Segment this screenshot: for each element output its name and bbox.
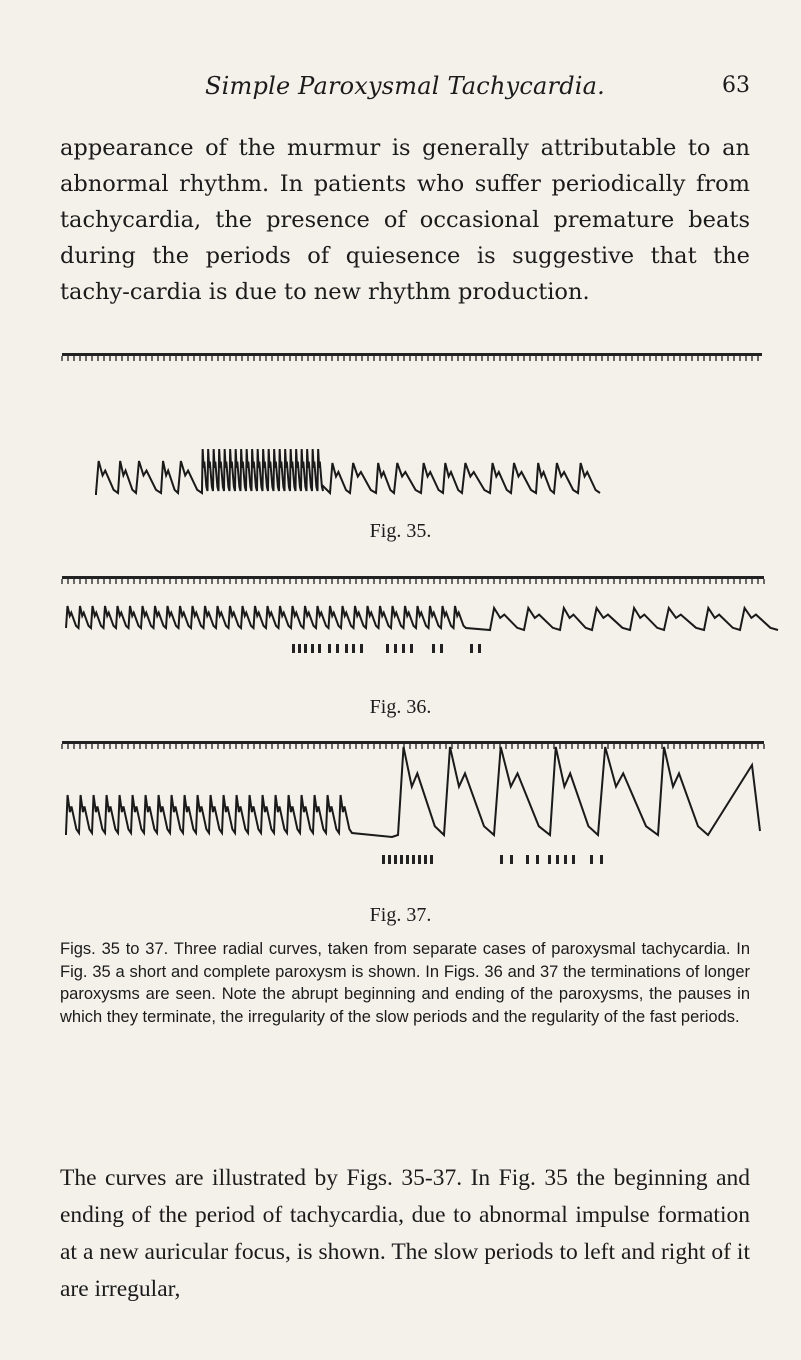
- signal-mark: [410, 644, 413, 653]
- signal-mark: [352, 644, 355, 653]
- running-title: Simple Paroxysmal Tachycardia.: [205, 72, 605, 100]
- fig-35-label: Fig. 35.: [369, 520, 432, 542]
- fig-37-label: Fig. 37.: [369, 904, 432, 926]
- signal-mark: [590, 855, 593, 864]
- fig-36-time-ticks: [62, 579, 764, 584]
- fig-36-pulse-line: [66, 606, 778, 630]
- signal-mark: [406, 855, 409, 864]
- signal-mark: [500, 855, 503, 864]
- fig-37-tracing: [0, 735, 801, 900]
- fig-36-label: Fig. 36.: [369, 696, 432, 718]
- fig-37-pulse-line: [66, 747, 760, 837]
- signal-mark: [418, 855, 421, 864]
- signal-mark: [478, 644, 481, 653]
- signal-mark: [304, 644, 307, 653]
- page-number: 63: [722, 73, 750, 98]
- fig-36-pulse-curve: [0, 570, 801, 680]
- signal-mark: [412, 855, 415, 864]
- signal-mark: [400, 855, 403, 864]
- signal-mark: [318, 644, 321, 653]
- fig-35-pulse-line: [96, 449, 600, 495]
- signal-mark: [440, 644, 443, 653]
- fig-36-tracing: [0, 570, 801, 680]
- signal-mark: [388, 855, 391, 864]
- fig-36-signal-marks: [292, 644, 481, 653]
- signal-mark: [328, 644, 331, 653]
- signal-mark: [430, 855, 433, 864]
- signal-mark: [298, 644, 301, 653]
- signal-mark: [600, 855, 603, 864]
- fig-37-time-ticks: [62, 744, 764, 749]
- signal-mark: [382, 855, 385, 864]
- signal-mark: [394, 855, 397, 864]
- signal-mark: [548, 855, 551, 864]
- signal-mark: [556, 855, 559, 864]
- body-paragraph-2: The curves are illustrated by Figs. 35-37. In Fig. 35 the beginning and ending of the period of tachycardia, due to abnormal impulse formation at a new auricular focus, is shown. The slow periods to left and right of it are irregular,: [60, 1165, 750, 1302]
- signal-mark: [345, 644, 348, 653]
- signal-mark: [402, 644, 405, 653]
- signal-mark: [336, 644, 339, 653]
- signal-mark: [386, 644, 389, 653]
- fig-35-time-ticks: [62, 356, 758, 361]
- signal-mark: [311, 644, 314, 653]
- running-header: [60, 72, 750, 106]
- figure-caption: Figs. 35 to 37. Three radial curves, taken from separate cases of paroxysmal tachycardia. In Fig. 35 a short and complete paroxysm is shown. In Figs. 36 and 37 the terminations of longer paroxysms are seen. Note the abrupt beginning and ending of the paroxysms, the pauses in which they terminate, the irregularity of the slow periods and the regularity of the fast periods.: [60, 940, 750, 1026]
- signal-mark: [424, 855, 427, 864]
- signal-mark: [360, 644, 363, 653]
- signal-mark: [572, 855, 575, 864]
- signal-mark: [526, 855, 529, 864]
- signal-mark: [394, 644, 397, 653]
- signal-mark: [292, 644, 295, 653]
- signal-mark: [510, 855, 513, 864]
- signal-mark: [470, 644, 473, 653]
- signal-mark: [432, 644, 435, 653]
- fig-35-pulse-curve: [0, 345, 801, 515]
- body-paragraph-1: appearance of the murmur is generally attributable to an abnormal rhythm. In patients who suffer periodically from tachycardia, the presence of occasional premature beats during the periods of quiesence is suggestive that the tachy-cardia is due to new rhythm production.: [60, 135, 750, 305]
- fig-37-pulse-curve: [0, 735, 801, 900]
- fig-37-signal-marks: [382, 855, 603, 864]
- signal-mark: [536, 855, 539, 864]
- fig-35-tracing: [0, 345, 801, 515]
- signal-mark: [564, 855, 567, 864]
